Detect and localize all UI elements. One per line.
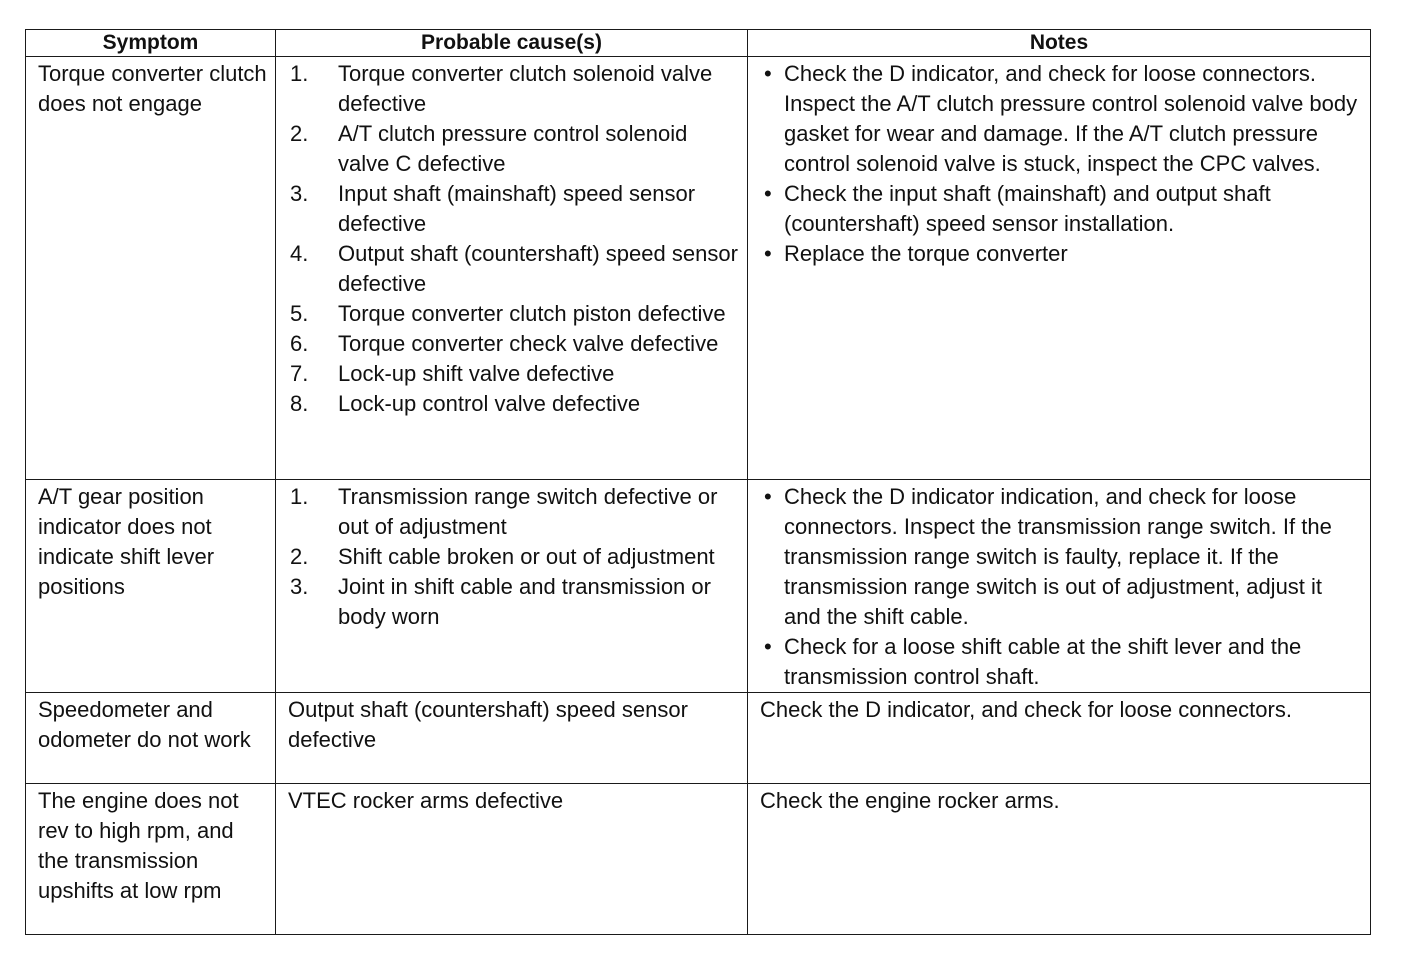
symptom-cell: Speedometer and odometer do not work [26,693,276,784]
symptom-cell: The engine does not rev to high rpm, and the transmission upshifts at low rpm [26,784,276,935]
note-item: • Replace the torque converter [760,239,1364,269]
cause-text: Input shaft (mainshaft) speed sensor defective [338,181,696,236]
causes-cell [276,480,748,693]
cause-item [288,329,741,359]
cause-text: A/T clutch pressure control solenoid valve C defective [338,121,688,176]
cause-item [288,359,741,389]
cause-item [288,239,741,299]
cause-item [288,179,741,239]
cause-item [288,482,741,542]
table-row [26,784,1371,935]
note-item: • Check the input shaft (mainshaft) and output shaft (countershaft) speed sensor installation. [760,179,1364,239]
note-item: • Check the D indicator, and check for loose connectors. Inspect the A/T clutch pressure control solenoid valve body gasket for wear and damage. If the A/T clutch pressure control solenoid valve is stuck, inspect the CPC valves. [760,59,1364,179]
cause-number: 6. [290,331,309,356]
causes-cell [276,57,748,480]
cause-text: Lock-up shift valve defective [338,361,615,386]
notes-cell: Check the D indicator, and check for loose connectors. [748,693,1371,784]
cause-text: Torque converter clutch solenoid valve defective [338,61,713,116]
table-row [26,693,1371,784]
cause-text: Transmission range switch defective or out of adjustment [338,484,718,539]
cause-number: 5. [290,301,309,326]
cause-text: Output shaft (countershaft) speed sensor defective [338,241,738,296]
table-row [26,57,1371,480]
causes-cell: VTEC rocker arms defective [276,784,748,935]
cause-number: 3. [290,181,309,206]
troubleshooting-table [25,29,1371,935]
causes-list [288,59,741,419]
cause-number: 2. [290,121,309,146]
notes-cell [748,480,1371,693]
cause-item [288,389,741,419]
header-row [26,30,1371,57]
cause-number: 1. [290,484,309,509]
causes-cell: Output shaft (countershaft) speed sensor defective [276,693,748,784]
symptom-cell: Torque converter clutch does not engage [26,57,276,480]
table-row [26,480,1371,693]
cause-text: Shift cable broken or out of adjustment [338,544,715,569]
cause-text: Lock-up control valve defective [338,391,641,416]
cause-item [288,542,741,572]
cause-number: 3. [290,574,309,599]
cause-item [288,59,741,119]
cause-number: 2. [290,544,309,569]
cause-item [288,572,741,632]
header-symptom: Symptom [26,30,276,57]
notes-list [760,59,1364,269]
note-item: • Check for a loose shift cable at the shift lever and the transmission control shaft. [760,632,1364,692]
cause-item [288,119,741,179]
causes-list [288,482,741,632]
header-probable-causes: Probable cause(s) [276,30,748,57]
notes-cell: Check the engine rocker arms. [748,784,1371,935]
cause-number: 4. [290,241,309,266]
cause-text: Torque converter clutch piston defective [338,301,726,326]
note-item: • Check the D indicator indication, and check for loose connectors. Inspect the transmission range switch. If the transmission range switch is faulty, replace it. If the transmission range switch is out of adjustment, adjust it and the shift cable. [760,482,1364,632]
notes-cell [748,57,1371,480]
cause-number: 1. [290,61,309,86]
cause-number: 7. [290,361,309,386]
header-notes: Notes [748,30,1371,57]
cause-number: 8. [290,391,309,416]
cause-item [288,299,741,329]
symptom-cell: A/T gear position indicator does not indicate shift lever positions [26,480,276,693]
cause-text: Torque converter check valve defective [338,331,719,356]
cause-text: Joint in shift cable and transmission or body worn [338,574,711,629]
notes-list [760,482,1364,692]
